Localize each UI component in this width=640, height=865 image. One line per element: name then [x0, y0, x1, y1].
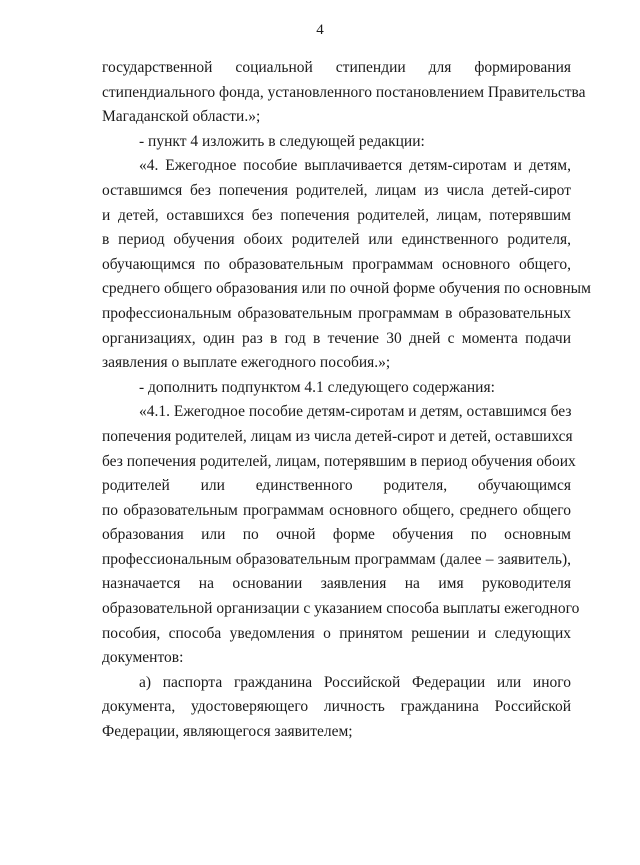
text-line: оставшимся без попечения родителей, лицам из числа детей-сирот	[102, 181, 571, 199]
paragraph-subpoint-4-1-text	[102, 400, 580, 671]
text-line: - дополнить подпунктом 4.1 следующего содержания:	[139, 378, 495, 396]
text-line: документа, удостоверяющего личность гражданина Российской	[102, 698, 571, 716]
text-line: пособия, способа уведомления о принятом решении и следующих	[102, 624, 571, 642]
paragraph-amendment-subpoint-4-1	[102, 376, 571, 401]
text-line: а) паспорта гражданина Российской Федерации или иного	[139, 673, 571, 691]
text-line: «4.1. Ежегодное пособие детям-сиротам и детям, оставшимся без	[139, 403, 572, 421]
text-line: Федерации, являющегося заявителем;	[102, 723, 353, 741]
text-line: заявления о выплате ежегодного пособия.»;	[102, 354, 391, 372]
text-line: стипендиального фонда, установленного постановлением Правительства	[102, 83, 586, 101]
text-line: родителей или единственного родителя, обучающимся	[102, 477, 571, 495]
text-line: назначается на основании заявления на имя руководителя	[102, 575, 571, 593]
text-line: «4. Ежегодное пособие выплачивается детям-сиротам и детям,	[139, 157, 571, 175]
text-line: документов:	[102, 649, 184, 667]
paragraph-item-a	[102, 671, 571, 745]
text-line: Магаданской области.»;	[102, 108, 261, 126]
document-body	[102, 56, 591, 745]
text-line: профессиональным образовательным программам в образовательных	[102, 304, 571, 322]
text-line: в период обучения обоих родителей или единственного родителя,	[102, 231, 571, 249]
text-line: профессиональным образовательным программам (далее – заявитель),	[102, 550, 571, 568]
text-line: и детей, оставшихся без попечения родителей, лицам, потерявшим	[102, 206, 571, 224]
paragraph-stipend-continuation	[102, 56, 586, 130]
text-line: попечения родителей, лицам из числа детей-сирот и детей, оставшихся	[102, 427, 573, 445]
paragraph-point-4-text	[102, 154, 591, 375]
page-number: 4	[316, 22, 324, 38]
text-line: без попечения родителей, лицам, потерявшим в период обучения обоих	[102, 452, 576, 470]
text-line: образования или по очной форме обучения по основным	[102, 526, 571, 544]
text-line: образовательной организации с указанием способа выплаты ежегодного	[102, 600, 580, 618]
paragraph-amendment-point-4	[102, 130, 571, 155]
text-line: - пункт 4 изложить в следующей редакции:	[139, 132, 425, 150]
text-line: государственной социальной стипендии для формирования	[102, 59, 571, 76]
text-line: среднего общего образования или по очной форме обучения по основным	[102, 280, 591, 298]
text-line: по образовательным программам основного общего, среднего общего	[102, 501, 571, 519]
text-line: организациях, один раз в год в течение 30 дней с момента подачи	[102, 329, 571, 347]
text-line: обучающимся по образовательным программам основного общего,	[102, 255, 571, 273]
